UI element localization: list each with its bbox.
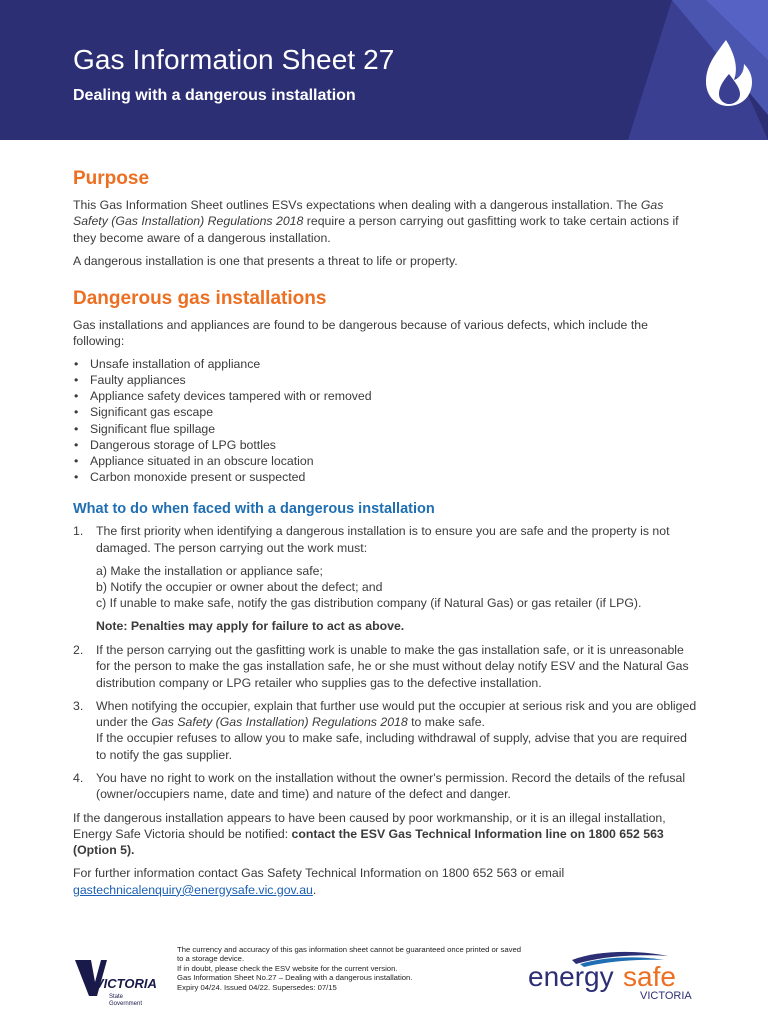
list-item: • Carbon monoxide present or suspected (73, 469, 698, 485)
purpose-paragraph-2: A dangerous installation is one that presents a threat to life or property. (73, 253, 458, 268)
footer (0, 938, 768, 1024)
header-banner (0, 0, 768, 140)
closing-paragraph-2: For further information contact Gas Safety Technical Information on 1800 652 563 or email gastechnicalenquiry@energysafe.vic.gov.au. (73, 866, 565, 897)
main-content (73, 168, 698, 905)
closing-paragraph-1: If the dangerous installation appears to have been caused by poor workmanship, or it is an illegal installation, Energy Safe Victoria should be notified: contact the ESV Gas Technical Information line on 1800 652 563 (Option 5). (73, 810, 666, 858)
list-item: • Appliance safety devices tampered with or removed (73, 388, 698, 404)
svg-text:State: State (109, 994, 124, 1000)
energysafe-logo (528, 946, 698, 1002)
purpose-heading: Purpose (73, 168, 150, 189)
what-to-do-heading: What to do when faced with a dangerous installation (73, 501, 435, 518)
penalty-note: Note: Penalties may apply for failure to act as above. (96, 618, 405, 633)
step-1: 1. The first priority when identifying a dangerous installation is to ensure you are safe and the property is not damaged. The person carrying out the work must: a) Make the installation or appliance safe; b) Notify the occupier or owner about the defect; and c) If unable to make safe, notify the gas distribution company (if Natural Gas) or gas retailer (if LPG). Note: Penalties may apply for failure to act as above. (73, 523, 698, 634)
step-3: 3. When notifying the occupier, explain that further use would put the occupier at serious risk and you are obliged under the Gas Safety (Gas Installation) Regulations 2018 to make safe. If the occupier refuses to allow you to make safe, including withdrawal of supply, advise that you are required to notify the gas supplier. (73, 698, 697, 762)
purpose-paragraph-1: This Gas Information Sheet outlines ESVs expectations when dealing with a dangerous installation. The Gas Safety (Gas Installation) Regulations 2018 require a person carrying out gasfitting work to take certain actions if they become aware of a dangerous installation. (73, 198, 679, 245)
list-item: • Faulty appliances (73, 372, 698, 388)
list-item: c) If unable to make safe, notify the gas distribution company (if Natural Gas) or gas retailer (if LPG). (96, 596, 642, 611)
email-link[interactable]: gastechnicalenquiry@energysafe.vic.gov.au (73, 882, 313, 897)
list-item: • Significant gas escape (73, 404, 698, 420)
page-title: Gas Information Sheet 27 (73, 44, 395, 75)
defects-list (73, 356, 698, 486)
list-item: • Dangerous storage of LPG bottles (73, 437, 698, 453)
svg-text:energy: energy (528, 961, 614, 992)
victoria-logo (73, 950, 163, 1006)
page-subtitle: Dealing with a dangerous installation (73, 87, 356, 104)
list-item: • Appliance situated in an obscure location (73, 453, 698, 469)
steps-list (73, 523, 698, 802)
footer-disclaimer: The currency and accuracy of this gas information sheet cannot be guaranteed once printed or saved to a storage device. If in doubt, please check the ESV website for the current version. Gas Information Sheet No.27 – Dealing with a dangerous installation. Expiry 04/24. Issued 04/22. Supersedes: 07/15 (177, 945, 522, 992)
step-1-subitems (96, 563, 698, 612)
dangerous-heading: Dangerous gas installations (73, 288, 327, 310)
list-item: • Significant flue spillage (73, 421, 698, 437)
step-4: 4. You have no right to work on the installation without the owner's permission. Record the details of the refusal (owner/occupiers name, date and time) and nature of the defect and danger. (73, 770, 686, 802)
svg-text:VICTORIA: VICTORIA (640, 990, 692, 1002)
step-2: 2. If the person carrying out the gasfitting work is unable to make the gas installation safe, or it is unreasonable for the person to make the gas installation safe, he or she must without delay notify ESV and the Natural Gas distribution company or LPG retailer who supplies gas to the defective installation. (73, 642, 689, 690)
list-item: a) Make the installation or appliance safe; (96, 564, 323, 578)
list-item: b) Notify the occupier or owner about the defect; and (96, 580, 383, 595)
svg-text:VICTORIA: VICTORIA (95, 976, 157, 991)
dangerous-intro: Gas installations and appliances are found to be dangerous because of various defects, which include the following: (73, 318, 648, 349)
svg-text:safe: safe (623, 961, 676, 992)
svg-text:Government: Government (109, 1001, 143, 1006)
list-item: • Unsafe installation of appliance (73, 356, 698, 372)
